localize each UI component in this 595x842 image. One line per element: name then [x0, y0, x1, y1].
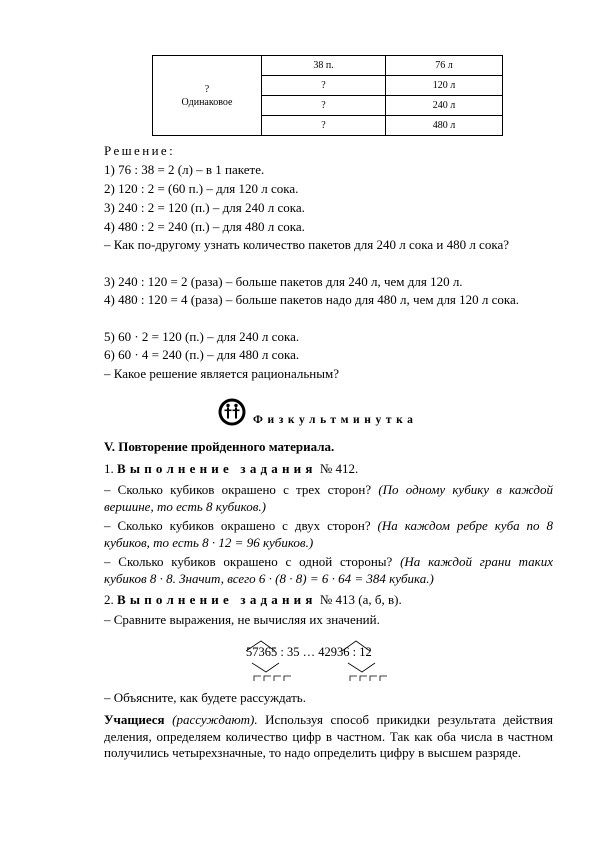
pupils-note: (рассуждают). [172, 712, 258, 727]
task-number-prefix: 2. [104, 592, 117, 607]
solution-step: 5) 60 · 2 = 120 (п.) – для 240 л сока. [104, 329, 300, 344]
table-merged-cell [153, 56, 262, 136]
question-text: – Сколько кубиков окрашено с трех сторон? [104, 482, 379, 497]
table-label-same: Одинаковое [181, 96, 233, 108]
question-text: – Сколько кубиков окрашено с одной стороны? [104, 554, 401, 569]
fizminutka-heading: Физкультминутка [253, 414, 418, 426]
solution-step: 3) 240 : 2 = 120 (п.) – для 240 л сока. [104, 200, 305, 215]
task-number-prefix: 1. [104, 461, 117, 476]
task-412-question-1 [104, 482, 553, 515]
pupils-label: Учащиеся [104, 712, 165, 727]
task-412-question-3 [104, 554, 553, 587]
task-412-heading [104, 461, 358, 477]
answer-text: Используя способ прикидки результата действия деления, определяем количество цифр в частном. Так как оба числа в частном получились четырехзначные, то надо определить цифру в высшем разряде. [104, 712, 554, 760]
physical-exercise-icon [217, 397, 247, 427]
task-413-heading [104, 592, 402, 608]
table-label-question: ? [204, 83, 210, 95]
question-text: – Сколько кубиков окрашено с двух сторон? [104, 518, 378, 533]
solution-question: – Какое решение является рациональным? [104, 366, 339, 381]
digit-boxes-left [254, 676, 291, 681]
data-table [152, 55, 503, 136]
table-cell: ? [262, 116, 386, 136]
solution-step: 6) 60 · 4 = 240 (п.) – для 480 л сока. [104, 347, 300, 362]
solution-question: – Как по-другому узнать количество пакетов для 240 л сока и 480 л сока? [104, 237, 509, 252]
solution-heading: Решение: [104, 143, 176, 158]
comparison-diagram [244, 636, 394, 686]
answer-text: (На каждой грани таких кубиков 8 · 8. Значит, всего 6 · (8 · 8) = 6 · 64 = 384 кубика.) [104, 554, 554, 586]
solution-step: 2) 120 : 2 = (60 п.) – для 120 л сока. [104, 181, 299, 196]
table-cell: 240 л [386, 96, 503, 116]
table-cell: 120 л [386, 76, 503, 96]
comparison-expression: 57365 : 35 … 42936 : 12 [246, 645, 372, 659]
solution-step: 1) 76 : 38 = 2 (л) – в 1 пакете. [104, 162, 265, 177]
solution-step: 4) 480 : 120 = 4 (раза) – больше пакетов надо для 480 л, чем для 120 л сока. [104, 292, 520, 307]
task-title: Выполнение задания [117, 461, 317, 476]
table-cell: 38 п. [262, 56, 386, 76]
table-cell: ? [262, 76, 386, 96]
solution-step: 4) 480 : 2 = 240 (п.) – для 480 л сока. [104, 219, 305, 234]
solution-step: 3) 240 : 120 = 2 (раза) – больше пакетов для 240 л, чем для 120 л. [104, 274, 463, 289]
table-cell: 480 л [386, 116, 503, 136]
table-cell: 76 л [386, 56, 503, 76]
pupils-answer [104, 712, 553, 762]
task-413-question: – Сравните выражения, не вычисляя их значений. [104, 612, 380, 627]
answer-text: (На каждом ребре куба по 8 кубиков, то есть 8 · 12 = 96 кубиков.) [104, 518, 553, 550]
task-title: Выполнение задания [117, 592, 317, 607]
task-number: № 413 (а, б, в). [316, 592, 402, 607]
task-412-question-2 [104, 518, 553, 551]
answer-text: (По одному кубику в каждой вершине, то есть 8 кубиков.) [104, 482, 554, 514]
task-413-question: – Объясните, как будете рассуждать. [104, 690, 306, 705]
task-number: № 412. [316, 461, 359, 476]
section-heading: V. Повторение пройденного материала. [104, 439, 335, 454]
table-cell: ? [262, 96, 386, 116]
digit-boxes-right [350, 676, 387, 681]
